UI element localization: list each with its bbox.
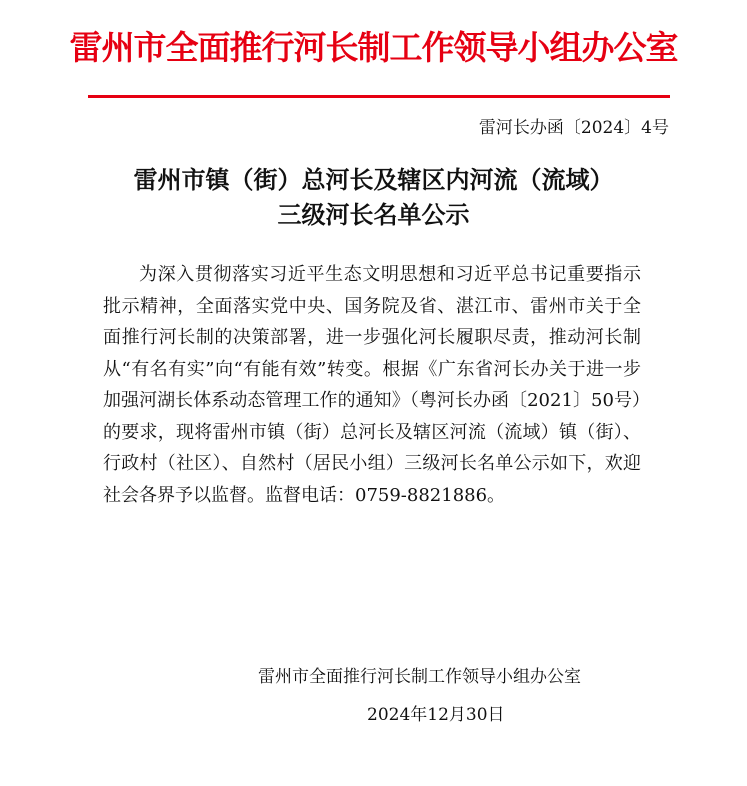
document-title-line2: 三级河长名单公示 <box>277 200 470 229</box>
signature-organization: 雷州市全面推行河长制工作领导小组办公室 <box>258 667 581 687</box>
header-red-rule <box>88 95 670 98</box>
signature-date: 2024年12月30日 <box>367 705 505 725</box>
issuer-header: 雷州市全面推行河长制工作领导小组办公室 <box>69 28 678 67</box>
document-title-line1: 雷州市镇（街）总河长及辖区内河流（流域） <box>133 165 614 194</box>
document-number: 雷河长办函〔2024〕4号 <box>478 118 669 138</box>
body-paragraph: 为深入贯彻落实习近平生态文明思想和习近平总书记重要指示批示精神，全面落实党中央、国务院及省、湛江市、雷州市关于全面推行河长制的决策部署，进一步强化河长履职尽责，推动河长制从“有名有实”向“有能有效”转变。根据《广东省河长办关于进一步加强河湖长体系动态管理工作的通知》（粤河长办函〔2021〕50号）的要求，现将雷州市镇（街）总河长及辖区河流（流域）镇（街）、行政村（社区）、自然村（居民小组）三级河长名单公示如下，欢迎社会各界予以监督。监督电话：0759-8821886。 <box>103 264 641 506</box>
